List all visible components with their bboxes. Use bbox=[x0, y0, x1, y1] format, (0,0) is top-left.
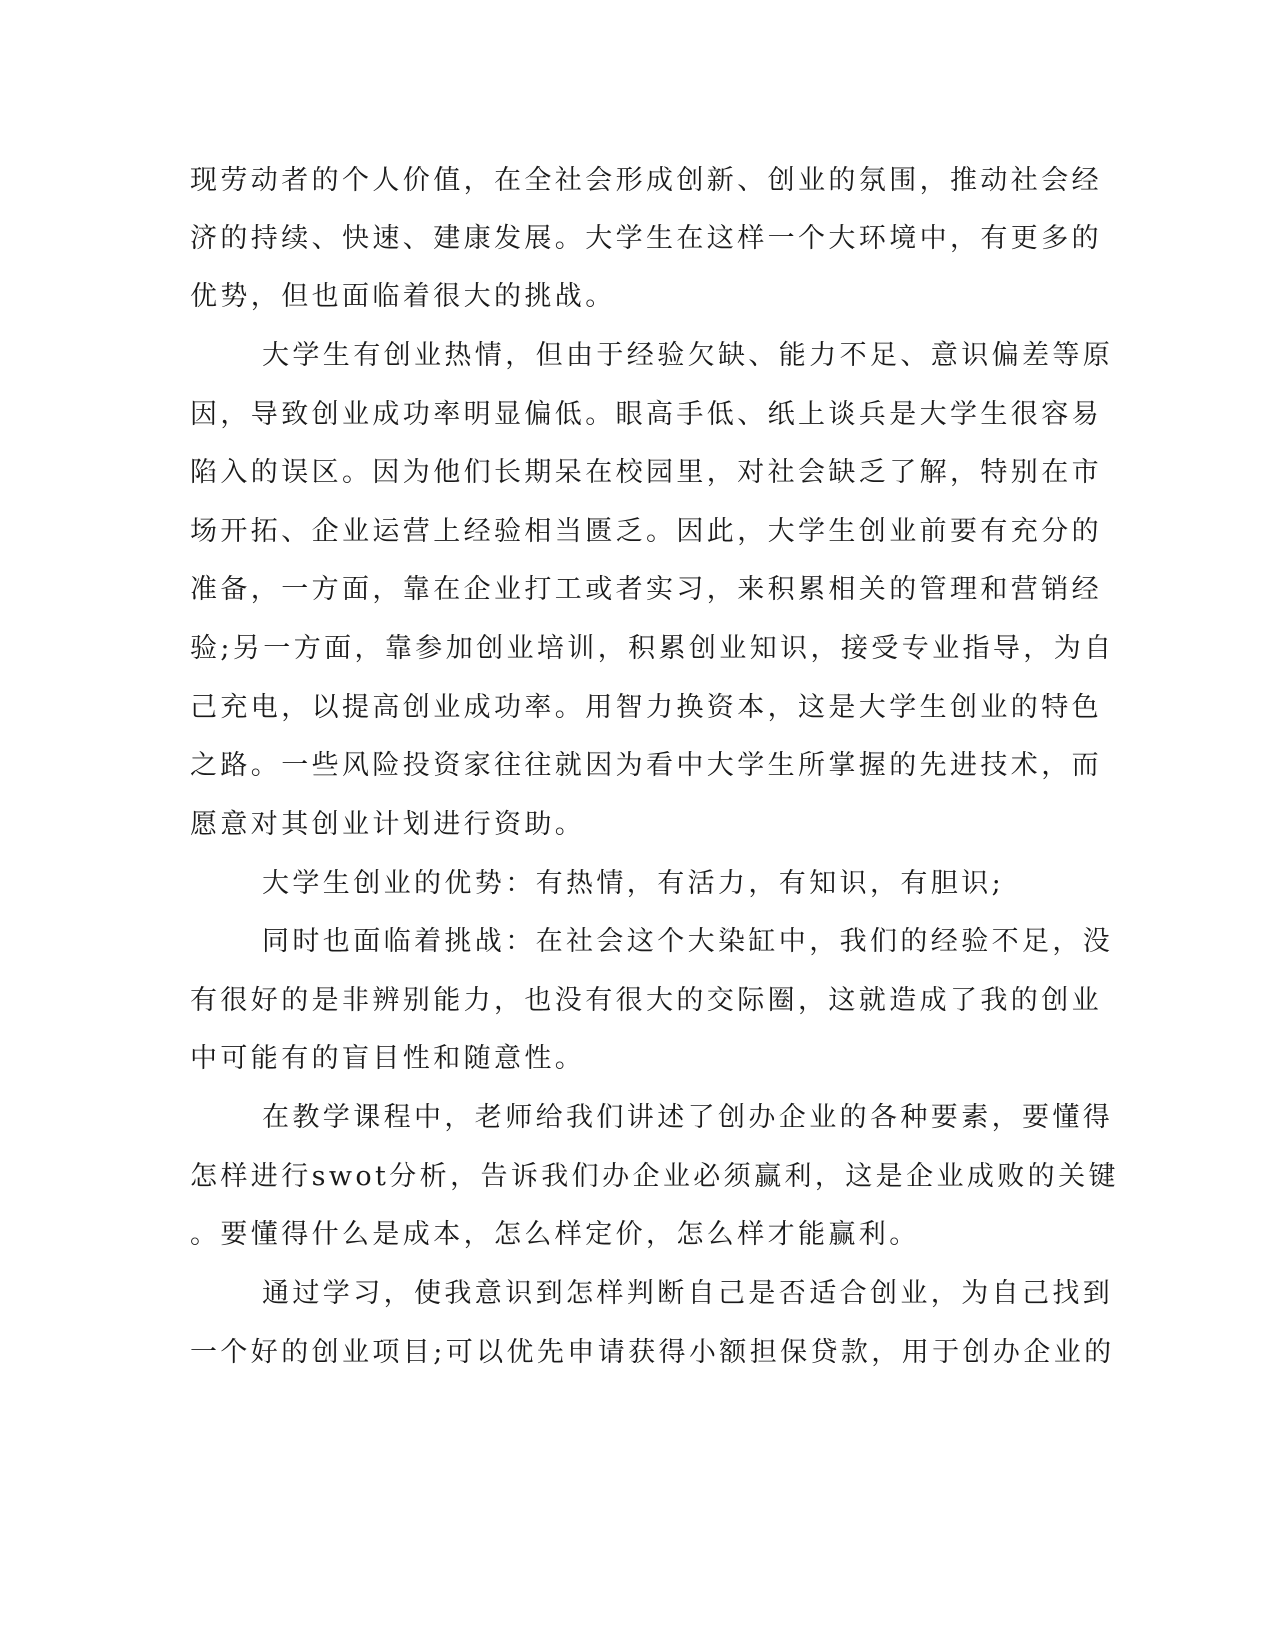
paragraph-first-line: 大学生创业的优势：有热情，有活力，有知识，有胆识; bbox=[262, 868, 1005, 899]
text-line: 因，导致创业成功率明显偏低。眼高手低、纸上谈兵是大学生很容易 bbox=[190, 399, 1102, 430]
text-line: 场开拓、企业运营上经验相当匮乏。因此，大学生创业前要有充分的 bbox=[190, 516, 1102, 547]
text-line: 己充电，以提高创业成功率。用智力换资本，这是大学生创业的特色 bbox=[190, 692, 1102, 723]
text-line: 济的持续、快速、建康发展。大学生在这样一个大环境中，有更多的 bbox=[190, 223, 1102, 254]
text-line: 愿意对其创业计划进行资助。 bbox=[190, 809, 586, 840]
paragraph-first-line: 同时也面临着挑战：在社会这个大染缸中，我们的经验不足，没 bbox=[262, 926, 1114, 957]
paragraph-first-line: 通过学习，使我意识到怎样判断自己是否适合创业，为自己找到 bbox=[262, 1278, 1114, 1309]
paragraph-first-line: 在教学课程中，老师给我们讲述了创办企业的各种要素，要懂得 bbox=[262, 1102, 1114, 1133]
text-line: 。要懂得什么是成本，怎么样定价，怎么样才能赢利。 bbox=[190, 1219, 920, 1250]
text-line: 准备，一方面，靠在企业打工或者实习，来积累相关的管理和营销经 bbox=[190, 574, 1102, 605]
text-line: 验;另一方面，靠参加创业培训，积累创业知识，接受专业指导，为自 bbox=[190, 633, 1115, 664]
paragraph-first-line: 大学生有创业热情，但由于经验欠缺、能力不足、意识偏差等原 bbox=[262, 340, 1114, 371]
text-line: 之路。一些风险投资家往往就因为看中大学生所掌握的先进技术，而 bbox=[190, 750, 1102, 781]
text-line: 怎样进行swot分析，告诉我们办企业必须赢利，这是企业成败的关键 bbox=[190, 1161, 1119, 1192]
text-line: 现劳动者的个人价值，在全社会形成创新、创业的氛围，推动社会经 bbox=[190, 165, 1102, 196]
text-line: 优势，但也面临着很大的挑战。 bbox=[190, 281, 616, 312]
text-line: 陷入的误区。因为他们长期呆在校园里，对社会缺乏了解，特别在市 bbox=[190, 457, 1102, 488]
text-line: 一个好的创业项目;可以优先申请获得小额担保贷款，用于创办企业的 bbox=[190, 1337, 1115, 1368]
text-line: 中可能有的盲目性和随意性。 bbox=[190, 1043, 586, 1074]
text-line: 有很好的是非辨别能力，也没有很大的交际圈，这就造成了我的创业 bbox=[190, 985, 1102, 1016]
